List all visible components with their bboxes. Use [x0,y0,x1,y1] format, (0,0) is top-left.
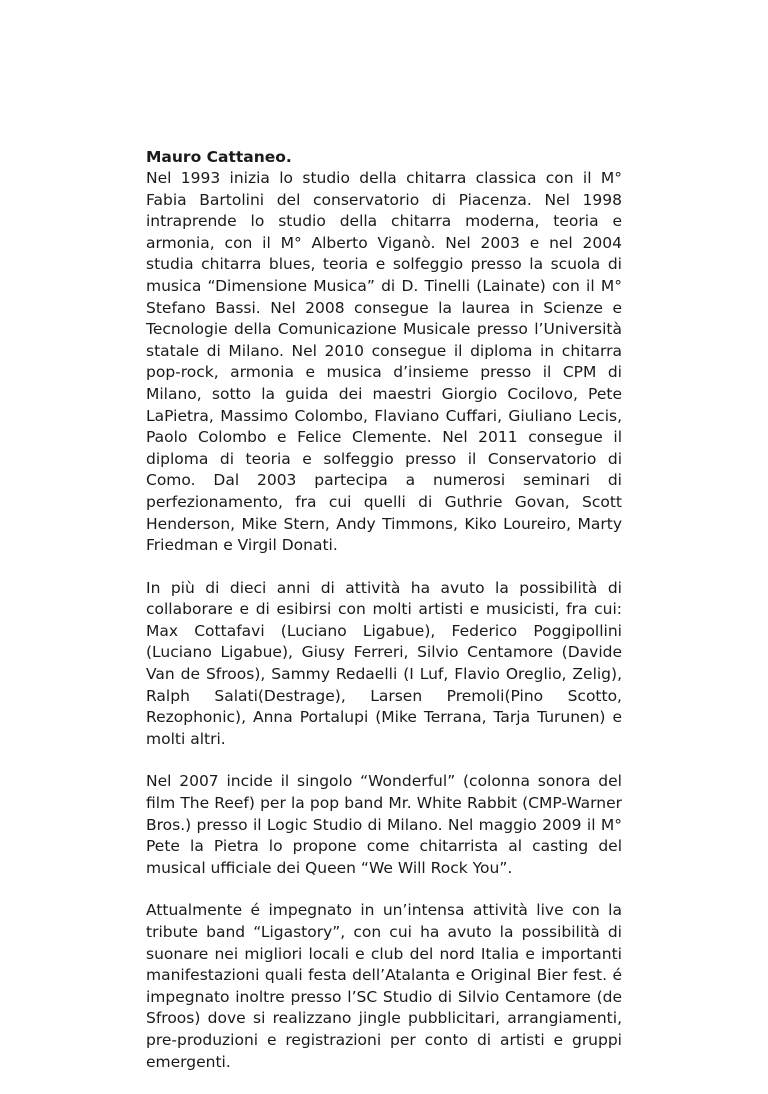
document-page [146,146,622,1094]
document-title: Mauro Cattaneo. [146,148,292,166]
bio-paragraph-recordings: Nel 2007 incide il singolo “Wonderful” (colonna sonora del film The Reef) per la pop band Mr. White Rabbit (CMP-Warner Bros.) presso il Logic Studio di Milano. Nel maggio 2009 il M° Pete la Pietra lo propone come chitarrista al casting del musical ufficiale dei Queen “We Will Rock You”. [146,772,622,877]
bio-paragraph-current-activity: Attualmente é impegnato in un’intensa attività live con la tribute band “Ligastory”, con cui ha avuto la possibilità di suonare nei migliori locali e club del nord Italia e importanti manifestazioni quali festa dell’Atalanta e Original Bier fest. é impegnato inoltre presso l’SC Studio di Silvio Centamore (de Sfroos) dove si realizzano jingle pubblicitari, arrangiamenti, pre-produzioni e registrazioni per conto di artisti e gruppi emergenti. [146,901,622,1071]
bio-paragraph-education: Nel 1993 inizia lo studio della chitarra classica con il M° Fabia Bartolini del conservatorio di Piacenza. Nel 1998 intraprende lo studio della chitarra moderna, teoria e armonia, con il M° Alberto Viganò. Nel 2003 e nel 2004 studia chitarra blues, teoria e solfeggio presso la scuola di musica “Dimensione Musica” di D. Tinelli (Lainate) con il M° Stefano Bassi. Nel 2008 consegue la laurea in Scienze e Tecnologie della Comunicazione Musicale presso l’Università statale di Milano. Nel 2010 consegue il diploma in chitarra pop-rock, armonia e musica d’insieme presso il CPM di Milano, sotto la guida dei maestri Giorgio Cocilovo, Pete LaPietra, Massimo Colombo, Flaviano Cuffari, Giuliano Lecis, Paolo Colombo e Felice Clemente. Nel 2011 consegue il diploma di teoria e solfeggio presso il Conservatorio di Como. Dal 2003 partecipa a numerosi seminari di perfezionamento, fra cui quelli di Guthrie Govan, Scott Henderson, Mike Stern, Andy Timmons, Kiko Loureiro, Marty Friedman e Virgil Donati. [146,169,622,555]
bio-paragraph-collaborations: In più di dieci anni di attività ha avuto la possibilità di collaborare e di esibirsi con molti artisti e musicisti, fra cui: Max Cottafavi (Luciano Ligabue), Federico Poggipollini (Luciano Ligabue), Giusy Ferreri, Silvio Centamore (Davide Van de Sfroos), Sammy Redaelli (I Luf, Flavio Oreglio, Zelig), Ralph Salati(Destrage), Larsen Premoli(Pino Scotto, Rezophonic), Anna Portalupi (Mike Terrana, Tarja Turunen) e molti altri. [146,578,622,748]
